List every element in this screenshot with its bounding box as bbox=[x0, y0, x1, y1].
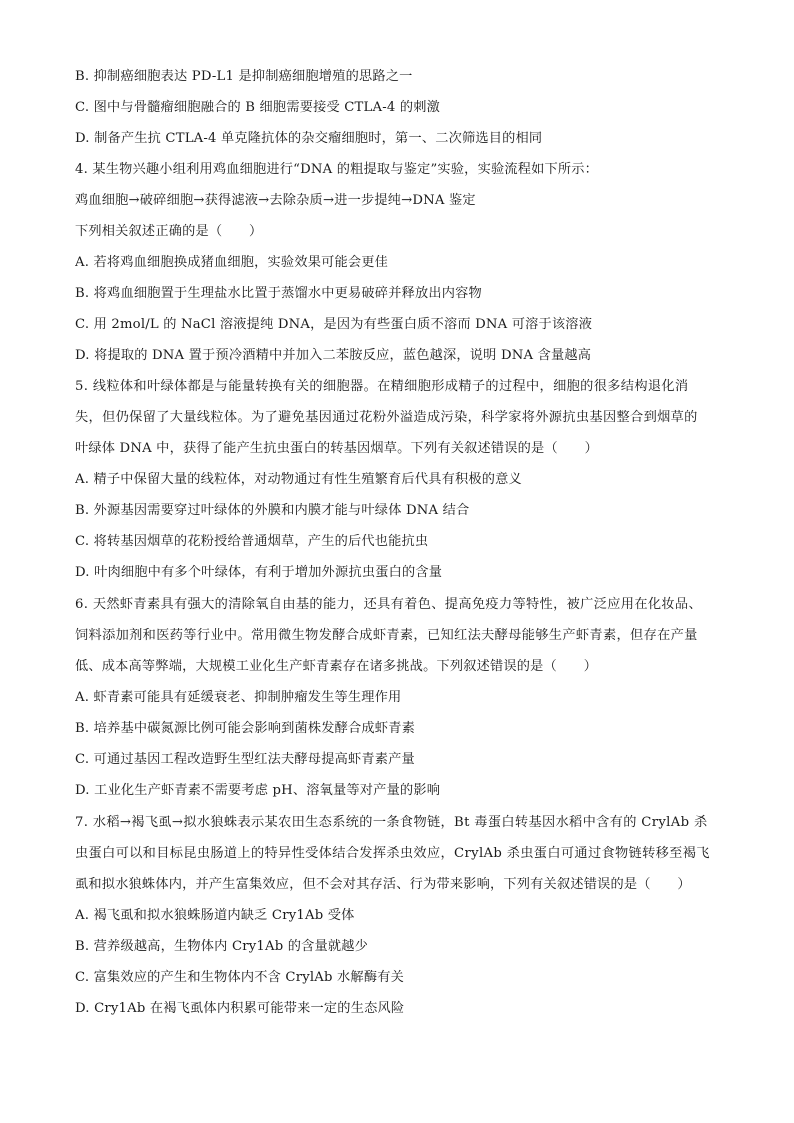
option-a-q6: A. 虾青素可能具有延缓衰老、抑制肿瘤发生等生理作用 bbox=[75, 690, 402, 705]
question-7-stem-line-2: 虫蛋白可以和目标昆虫肠道上的特异性受体结合发挥杀虫效应，CrylAb 杀虫蛋白可通过食物链转移至褐飞 bbox=[75, 846, 710, 861]
option-a-q5: A. 精子中保留大量的线粒体，对动物通过有性生殖繁育后代具有积极的意义 bbox=[75, 472, 522, 487]
question-5-stem-line-2: 失，但仍保留了大量线粒体。为了避免基因通过花粉外溢造成污染，科学家将外源抗虫基因整合到烟草的 bbox=[75, 410, 698, 425]
option-b-q5: B. 外源基因需要穿过叶绿体的外膜和内膜才能与叶绿体 DNA 结合 bbox=[75, 503, 470, 518]
question-7-stem-line-3: 虱和拟水狼蛛体内，并产生富集效应，但不会对其存活、行为带来影响，下列有关叙述错误的是（ ） bbox=[75, 877, 691, 892]
option-d-q4: D. 将提取的 DNA 置于预冷酒精中并加入二苯胺反应，蓝色越深，说明 DNA 含量越高 bbox=[75, 348, 592, 363]
question-4-stem: 4. 某生物兴趣小组利用鸡血细胞进行“DNA 的粗提取与鉴定”实验，实验流程如下所示： bbox=[75, 162, 599, 177]
option-d-q7: D. Cry1Ab 在褐飞虱体内积累可能带来一定的生态风险 bbox=[75, 1001, 405, 1016]
option-b-q3: B. 抑制癌细胞表达 PD-L1 是抑制癌细胞增殖的思路之一 bbox=[75, 69, 413, 84]
question-7-stem-line-1: 7. 水稻→褐飞虱→拟水狼蛛表示某农田生态系统的一条食物链，Bt 毒蛋白转基因水稻中含有的 CrylAb 杀 bbox=[75, 815, 708, 830]
question-4-prompt: 下列相关叙述正确的是（ ） bbox=[75, 224, 263, 239]
option-d-q5: D. 叶肉细胞中有多个叶绿体，有利于增加外源抗虫蛋白的含量 bbox=[75, 565, 443, 580]
option-b-q6: B. 培养基中碳氮源比例可能会影响到菌株发酵合成虾青素 bbox=[75, 721, 415, 736]
question-4-flow: 鸡血细胞→破碎细胞→获得滤液→去除杂质→进一步提纯→DNA 鉴定 bbox=[75, 193, 476, 208]
option-c-q3: C. 图中与骨髓瘤细胞融合的 B 细胞需要接受 CTLA-4 的刺激 bbox=[75, 100, 441, 115]
option-b-q4: B. 将鸡血细胞置于生理盐水比置于蒸馏水中更易破碎并释放出内容物 bbox=[75, 286, 482, 301]
question-5-stem-line-1: 5. 线粒体和叶绿体都是与能量转换有关的细胞器。在精细胞形成精子的过程中，细胞的很多结构退化消 bbox=[75, 379, 689, 394]
question-6-stem-line-2: 饲料添加剂和医药等行业中。常用微生物发酵合成虾青素，已知红法夫酵母能够生产虾青素，但存在产量 bbox=[75, 628, 698, 643]
option-d-q3: D. 制备产生抗 CTLA-4 单克隆抗体的杂交瘤细胞时，第一、二次筛选目的相同 bbox=[75, 131, 543, 146]
option-a-q4: A. 若将鸡血细胞换成猪血细胞，实验效果可能会更佳 bbox=[75, 255, 389, 270]
option-c-q6: C. 可通过基因工程改造野生型红法夫酵母提高虾青素产量 bbox=[75, 752, 415, 767]
option-c-q5: C. 将转基因烟草的花粉授给普通烟草，产生的后代也能抗虫 bbox=[75, 534, 429, 549]
option-b-q7: B. 营养级越高，生物体内 Cry1Ab 的含量就越少 bbox=[75, 939, 369, 954]
option-d-q6: D. 工业化生产虾青素不需要考虑 pH、溶氧量等对产量的影响 bbox=[75, 783, 441, 798]
option-c-q4: C. 用 2mol/L 的 NaCl 溶液提纯 DNA，是因为有些蛋白质不溶而 DNA 可溶于该溶液 bbox=[75, 317, 593, 332]
question-6-stem-line-3: 低、成本高等弊端，大规模工业化生产虾青素存在诸多挑战。下列叙述错误的是（ ） bbox=[75, 659, 598, 674]
option-a-q7: A. 褐飞虱和拟水狼蛛肠道内缺乏 Cry1Ab 受体 bbox=[75, 908, 355, 923]
question-5-stem-line-3: 叶绿体 DNA 中，获得了能产生抗虫蛋白的转基因烟草。下列有关叙述错误的是（ ） bbox=[75, 441, 598, 456]
option-c-q7: C. 富集效应的产生和生物体内不含 CrylAb 水解酶有关 bbox=[75, 970, 404, 985]
question-6-stem-line-1: 6. 天然虾青素具有强大的清除氧自由基的能力，还具有着色、提高免疫力等特性，被广泛应用在化妆品、 bbox=[75, 597, 703, 612]
